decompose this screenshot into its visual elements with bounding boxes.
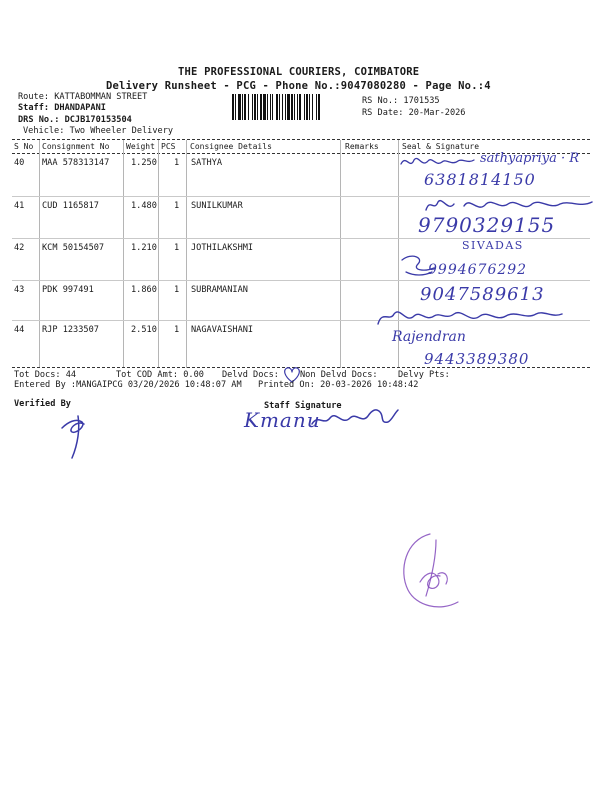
barcode-bar (260, 94, 262, 120)
barcode-bar (299, 94, 301, 120)
company-title: THE PROFESSIONAL COURIERS, COIMBATORE (178, 66, 420, 78)
row-pcs: 1 (174, 243, 180, 253)
col-weight: Weight (126, 142, 155, 151)
row-consignee: SATHYA (191, 158, 223, 168)
delivered-docs: Delvd Docs: (222, 370, 279, 380)
col-sno: S No (14, 142, 34, 151)
barcode-bar (242, 94, 243, 120)
barcode-bar (267, 94, 268, 120)
row-consignment: KCM 50154507 (42, 243, 105, 253)
barcode-bar (254, 94, 256, 120)
row-consignee: JOTHILAKSHMI (191, 243, 254, 253)
delivery-points: Delvy Pts: (398, 370, 450, 380)
row-consignee: NAGAVAISHANI (191, 325, 254, 335)
row-consignment: MAA 578313147 (42, 158, 110, 168)
barcode-bar (235, 94, 236, 120)
row-consignment: PDK 997491 (42, 285, 94, 295)
col-pcs: PCS (161, 142, 176, 151)
column-divider (158, 140, 159, 368)
row-sno: 42 (14, 243, 25, 253)
row-sno: 41 (14, 201, 25, 211)
runsheet-subtitle: Delivery Runsheet - PCG - Phone No.:9047080280 - Page No.:4 (106, 80, 491, 92)
row-consignee: SUBRAMANIAN (191, 285, 248, 295)
column-divider (39, 140, 40, 368)
barcode-bar (232, 94, 234, 120)
verified-by-label: Verified By (14, 399, 71, 409)
row-pcs: 1 (174, 158, 180, 168)
row-pcs: 1 (174, 325, 180, 335)
staff-label: Staff: DHANDAPANI (18, 103, 106, 113)
row-weight: 1.860 (131, 285, 157, 295)
staff-signature-label: Staff Signature (264, 401, 342, 411)
barcode-bar (287, 94, 290, 120)
handwritten-receiver-name: Rajendran (392, 329, 466, 345)
handwritten-phone: 9443389380 (424, 350, 530, 368)
table-top-rule (12, 139, 590, 140)
col-seal-signature: Seal & Signature (402, 142, 480, 151)
row-sno: 40 (14, 158, 25, 168)
stamp-mark (392, 526, 482, 616)
row-consignment: CUD 1165817 (42, 201, 99, 211)
row-pcs: 1 (174, 201, 180, 211)
barcode-bar (285, 94, 286, 120)
barcode-bar (276, 94, 278, 120)
barcode-bar (270, 94, 271, 120)
row-weight: 1.480 (131, 201, 157, 211)
staff-signature-scribble (310, 404, 400, 434)
column-divider (340, 140, 341, 368)
row-consignment: RJP 1233507 (42, 325, 99, 335)
drs-label: DRS No.: DCJB170153504 (18, 115, 132, 125)
column-divider (186, 140, 187, 368)
barcode-bar (238, 94, 241, 120)
col-consignee: Consignee Details (190, 142, 272, 151)
row-separator (12, 280, 590, 281)
handwritten-phone: 6381814150 (424, 170, 536, 189)
handwritten-phone: 9994676292 (428, 262, 528, 278)
barcode-bar (312, 94, 313, 120)
row-weight: 2.510 (131, 325, 157, 335)
row-pcs: 1 (174, 285, 180, 295)
row-sno: 44 (14, 325, 25, 335)
row-sno: 43 (14, 285, 25, 295)
barcode-bar (282, 94, 283, 120)
barcode-bar (279, 94, 280, 120)
handwritten-phone: 9790329155 (418, 213, 556, 237)
barcode-bar (318, 94, 320, 120)
barcode-bar (297, 94, 298, 120)
column-divider (123, 140, 124, 368)
handwritten-receiver-name: SIVADAS (462, 239, 524, 252)
barcode-bar (244, 94, 246, 120)
barcode-bar (316, 94, 317, 120)
barcode (232, 94, 356, 120)
printed-on: Printed On: 20-03-2026 10:48:42 (258, 380, 419, 390)
barcode-bar (252, 94, 253, 120)
handwritten-receiver-name: sathyapriya · R (480, 151, 580, 166)
entered-by: Entered By :MANGAIPCG 03/20/2026 10:48:07 AM (14, 380, 242, 390)
barcode-bar (263, 94, 266, 120)
verifier-signature (58, 414, 98, 462)
handwritten-phone: 9047589613 (420, 284, 545, 305)
barcode-bar (294, 94, 295, 120)
total-docs: Tot Docs: 44 (14, 370, 77, 380)
rs-number: RS No.: 1701535 (362, 96, 440, 106)
barcode-bar (306, 94, 308, 120)
row-weight: 1.210 (131, 243, 157, 253)
vehicle-label: Vehicle: Two Wheeler Delivery (23, 126, 174, 136)
barcode-bar (272, 94, 273, 120)
rs-date: RS Date: 20-Mar-2026 (362, 108, 466, 118)
barcode-bar (309, 94, 310, 120)
handwritten-signature-scribble (398, 152, 478, 172)
row-weight: 1.250 (131, 158, 157, 168)
barcode-bar (257, 94, 258, 120)
handwritten-signature-scribble (372, 302, 572, 332)
barcode-bar (248, 94, 249, 120)
non-delivered-docs: Non Delvd Docs: (300, 370, 378, 380)
barcode-bar (304, 94, 305, 120)
col-remarks: Remarks (345, 142, 379, 151)
total-cod-amount: Tot COD Amt: 0.00 (116, 370, 204, 380)
row-consignee: SUNILKUMAR (191, 201, 243, 211)
route-label: Route: KATTABOMMAN STREET (18, 92, 148, 102)
barcode-bar (291, 94, 293, 120)
staff-signature: Kmanu (244, 408, 321, 432)
col-consignment: Consignment No (42, 142, 110, 151)
